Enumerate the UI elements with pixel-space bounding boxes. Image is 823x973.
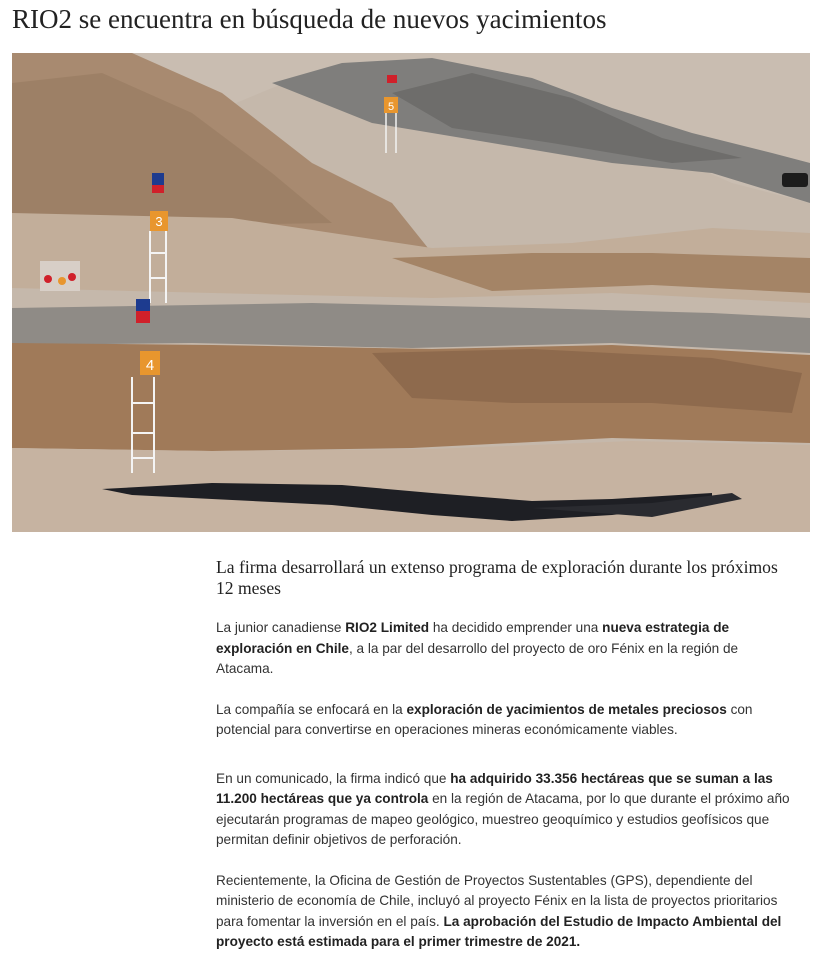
bold-text-run: exploración de yacimientos de metales preciosos (406, 701, 727, 717)
text-run: , a la par del desarrollo del proyecto de oro Fénix en la región de Atacama. (216, 640, 739, 676)
article-body (216, 557, 798, 973)
text-run: con potencial para convertirse en operaciones mineras económicamente viables. (216, 701, 753, 737)
bold-text-run: RIO2 Limited (345, 620, 430, 635)
article-paragraph (216, 769, 798, 851)
article-subtitle: La firma desarrollará un extenso programa de exploración durante los próximos 12 meses (216, 557, 778, 598)
flag-marker-label: 5 (387, 101, 395, 113)
flag-marker-label: 4 (145, 357, 155, 374)
bold-text-run: nueva estrategia de exploración en Chile (216, 620, 730, 656)
bold-text-run: ha adquirido 33.356 hectáreas que se suman a las 11.200 hectáreas que ya controla (216, 770, 773, 806)
flag-marker-label: 3 (155, 214, 163, 229)
article-headline: RIO2 se encuentra en búsqueda de nuevos yacimientos (12, 4, 607, 34)
text-run: en la región de Atacama, por lo que durante el próximo año ejecutarán programas de mapeo geológico, muestreo geoquímico y estudios geofísicos que permitan definir objetivos de perforación. (216, 791, 790, 847)
text-run: La junior canadiense (216, 620, 346, 635)
mining-site-photo (12, 53, 810, 532)
article-paragraph (216, 618, 798, 680)
text-run: La compañía se enfocará en la (216, 701, 407, 717)
bold-text-run: La aprobación del Estudio de Impacto Ambiental del proyecto está estimada para el primer trimestre de 2021. (216, 913, 782, 949)
article-paragraph (216, 871, 798, 953)
article-paragraph (216, 700, 798, 741)
text-run: En un comunicado, la firma indicó que (216, 770, 451, 786)
text-run: ha decidido emprender una (429, 620, 603, 635)
text-run: Recientemente, la Oficina de Gestión de Proyectos Sustentables (GPS), dependiente del ministerio de economía de Chile, incluyó al proyecto Fénix en la lista de proyectos prioritarios para fomentar la inversión en el país. (216, 872, 778, 929)
